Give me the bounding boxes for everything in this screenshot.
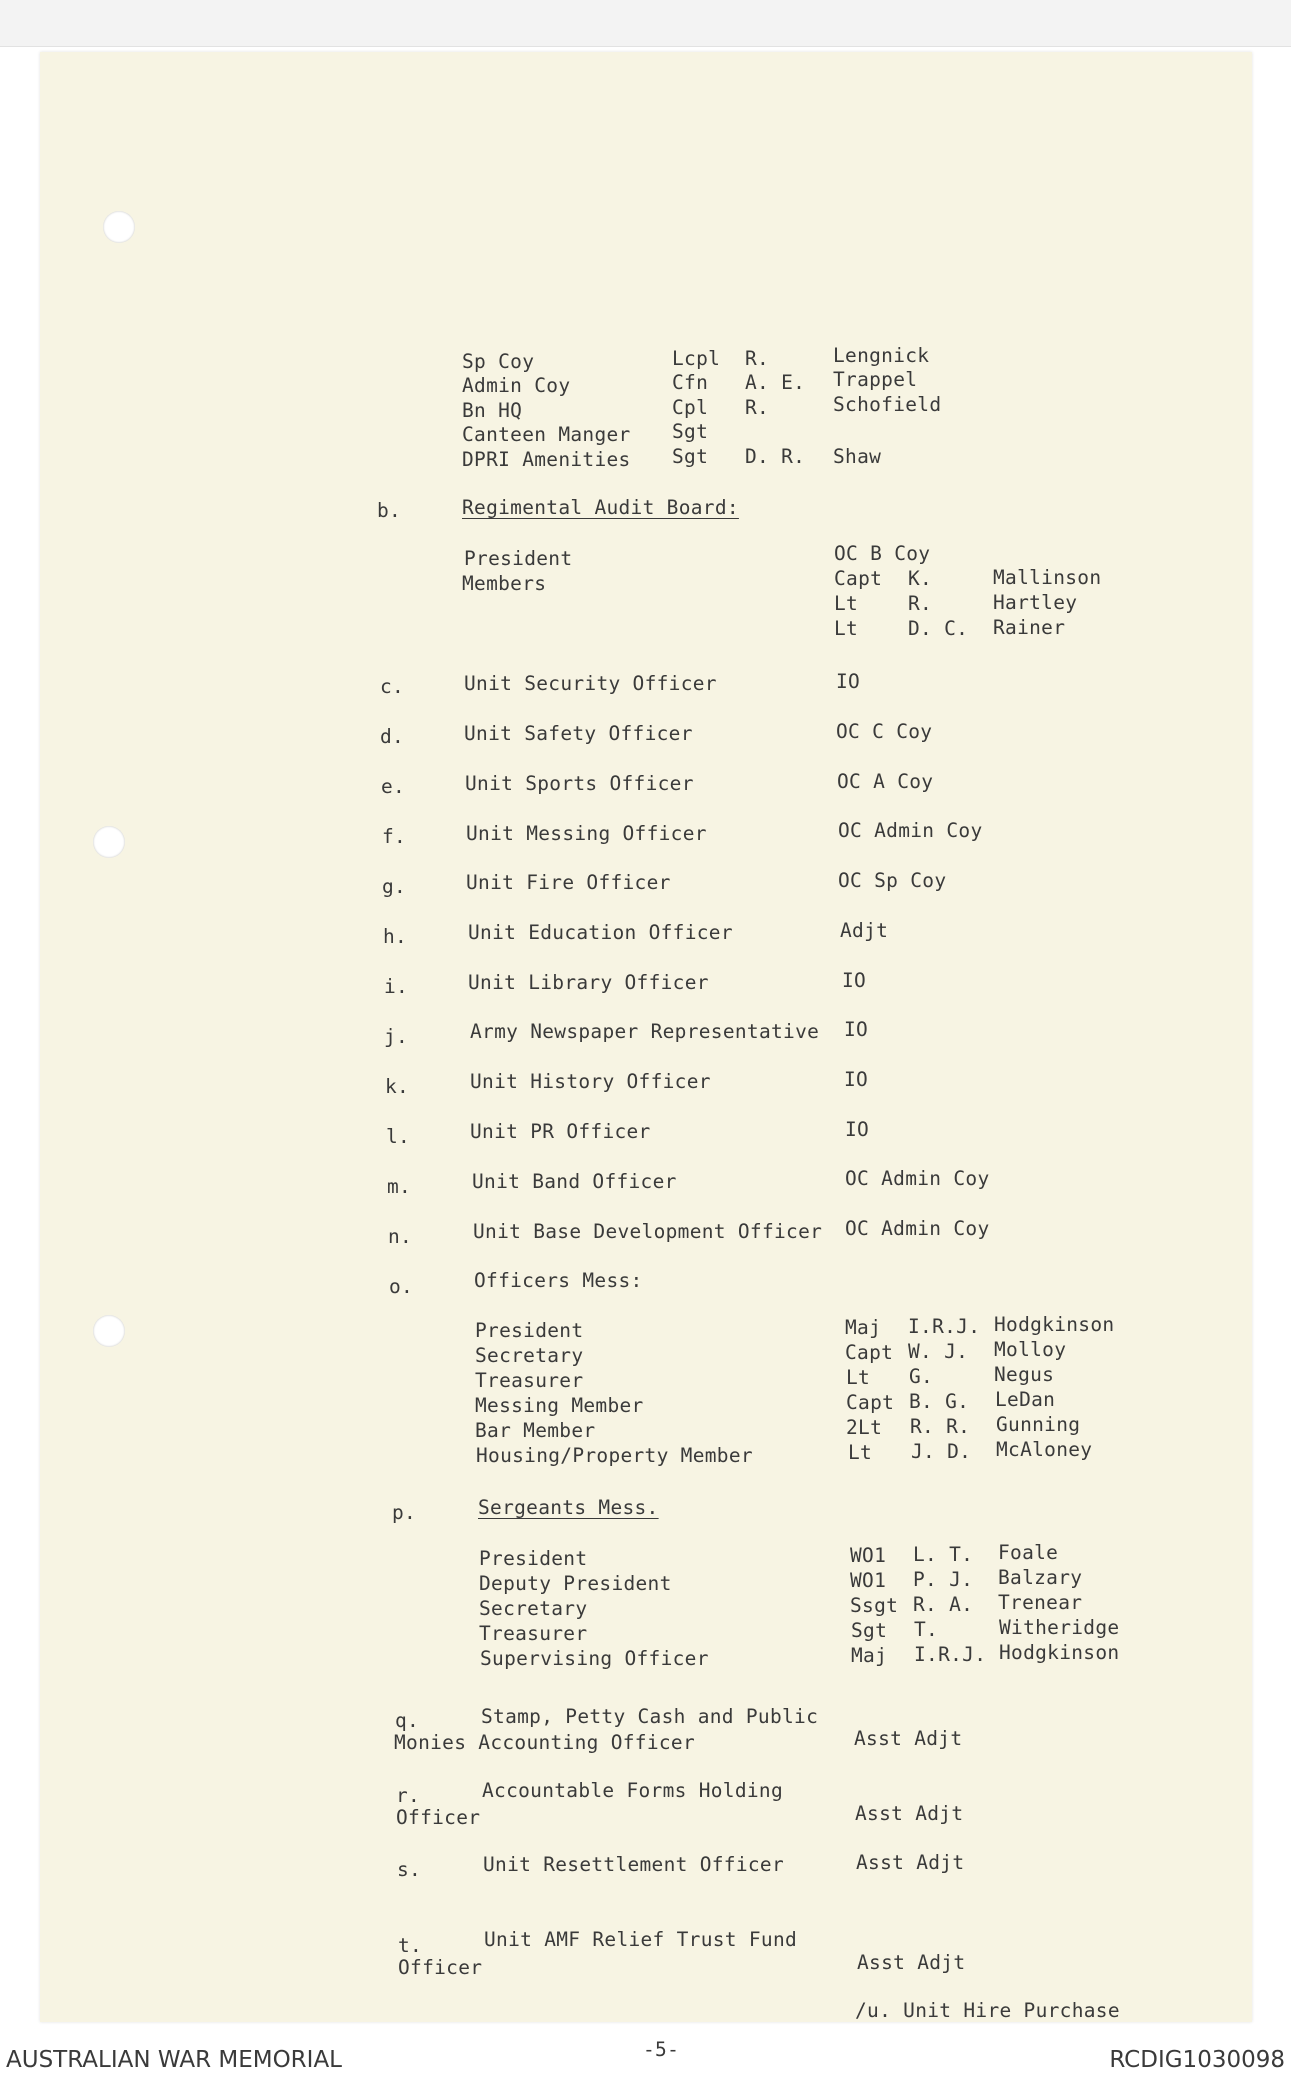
initials: R. R. — [910, 1415, 971, 1438]
initials: L. T. — [913, 1543, 974, 1566]
role: Housing/Property Member — [476, 1444, 753, 1467]
appointment-title: Unit AMF Relief Trust Fund — [484, 1928, 798, 1951]
rank: Lt — [834, 592, 859, 615]
appointment-holder: IO — [845, 1118, 870, 1141]
item-letter: l. — [386, 1125, 411, 1148]
continuation-note: /u. Unit Hire Purchase — [855, 1999, 1120, 2022]
rank: WO1 — [850, 1569, 887, 1592]
initials: R. A. — [913, 1593, 974, 1616]
initials: P. J. — [913, 1568, 974, 1591]
rank: Maj — [845, 1316, 882, 1339]
item-letter: o. — [389, 1275, 414, 1298]
rank: 2Lt — [846, 1416, 883, 1439]
role: Deputy President — [479, 1572, 672, 1595]
rank: Ssgt — [850, 1594, 899, 1617]
item-letter: n. — [388, 1225, 413, 1248]
item-letter: t. — [398, 1934, 423, 1957]
appointment-holder: Asst Adjt — [855, 1802, 964, 1825]
rank: Capt — [845, 1341, 894, 1364]
appointment-title: Stamp, Petty Cash and Public — [481, 1705, 819, 1728]
item-letter: g. — [382, 875, 407, 898]
appointment-title: Unit Library Officer — [468, 971, 709, 994]
initials: R. — [745, 396, 770, 419]
surname: Negus — [994, 1363, 1055, 1386]
appointment-title: Unit Resettlement Officer — [483, 1853, 784, 1876]
surname: Hartley — [993, 591, 1078, 614]
rank: Sgt — [672, 445, 709, 468]
initials: T. — [914, 1618, 939, 1641]
appointment-holder: IO — [844, 1018, 869, 1041]
surname: LeDan — [995, 1388, 1056, 1411]
appointment-title: Accountable Forms Holding — [482, 1779, 783, 1802]
appointment-holder: IO — [844, 1068, 869, 1091]
role: Bar Member — [475, 1419, 596, 1442]
section-heading: Regimental Audit Board: — [462, 496, 739, 519]
appointment-title-cont: Officer — [398, 1956, 483, 1979]
role: Supervising Officer — [480, 1647, 709, 1670]
punch-hole — [93, 1315, 125, 1347]
surname: Trappel — [833, 368, 918, 391]
appointment-title: Unit Sports Officer — [465, 772, 694, 795]
appointment-holder: IO — [836, 670, 861, 693]
surname: Hodgkinson — [994, 1313, 1115, 1336]
appointment-holder: OC A Coy — [837, 770, 934, 793]
archive-label: AUSTRALIAN WAR MEMORIAL — [6, 2047, 342, 2073]
appointment-holder: OC Sp Coy — [838, 869, 947, 892]
appointment-title: Unit Safety Officer — [464, 722, 693, 745]
rank: Sgt — [851, 1619, 888, 1642]
surname: Witheridge — [999, 1616, 1120, 1639]
initials: J. D. — [911, 1440, 972, 1463]
initials: A. E. — [745, 371, 806, 394]
item-letter: k. — [385, 1075, 410, 1098]
appointment-title: Unit Base Development Officer — [473, 1220, 823, 1243]
initials: B. G. — [909, 1390, 970, 1413]
appointment-holder: OC C Coy — [836, 720, 933, 743]
surname: Hodgkinson — [999, 1641, 1120, 1664]
appointment-holder: IO — [842, 969, 867, 992]
appointment-holder: OC Admin Coy — [838, 819, 983, 842]
surname: Foale — [998, 1541, 1059, 1564]
initials: I.R.J. — [908, 1315, 981, 1338]
item-letter: r. — [396, 1784, 421, 1807]
surname: Schofield — [833, 393, 942, 416]
rank: Lcpl — [672, 347, 721, 370]
appointment-holder: Asst Adjt — [857, 1951, 966, 1974]
appointment-holder: Adjt — [840, 919, 889, 942]
item-letter: e. — [381, 775, 406, 798]
appointment-title: Unit Messing Officer — [466, 822, 707, 845]
item-letter: i. — [384, 975, 409, 998]
appointment-title: Unit Security Officer — [464, 672, 717, 695]
document-page — [40, 52, 1252, 2061]
rank: Lt — [846, 1366, 871, 1389]
viewer-top-bar — [0, 0, 1291, 47]
rank: Cfn — [672, 371, 709, 394]
rank: Lt — [834, 617, 859, 640]
appointment-title: Unit Band Officer — [472, 1170, 677, 1193]
item-letter: f. — [382, 825, 407, 848]
appointment-holder: OC Admin Coy — [845, 1217, 990, 1240]
surname: Rainer — [993, 616, 1066, 639]
appointment-title: Army Newspaper Representative — [470, 1020, 820, 1043]
item-letter: c. — [380, 675, 405, 698]
surname: Balzary — [998, 1566, 1083, 1589]
role: President — [475, 1319, 584, 1342]
appointment-holder: Asst Adjt — [854, 1727, 963, 1750]
item-letter: q. — [395, 1709, 420, 1732]
punch-hole — [93, 826, 125, 858]
appointment-title-cont: Monies Accounting Officer — [394, 1731, 695, 1754]
initials: I.R.J. — [914, 1643, 987, 1666]
role: Secretary — [479, 1597, 588, 1620]
appointment-holder: Asst Adjt — [856, 1851, 965, 1874]
initials: W. J. — [908, 1340, 969, 1363]
initials: R. — [745, 347, 770, 370]
initials: K. — [908, 567, 933, 590]
surname: Gunning — [996, 1413, 1081, 1436]
appointment-title-cont: Officer — [396, 1806, 481, 1829]
rank: Maj — [851, 1644, 888, 1667]
item-letter: s. — [397, 1858, 422, 1881]
rank: Capt — [834, 567, 883, 590]
role: President — [479, 1547, 588, 1570]
section-heading: Sergeants Mess. — [478, 1496, 659, 1519]
rank: Sgt — [672, 420, 709, 443]
item-letter: d. — [380, 725, 405, 748]
initials: D. C. — [908, 617, 969, 640]
page-number: -5- — [643, 2038, 680, 2061]
surname: Trenear — [998, 1591, 1083, 1614]
surname: Lengnick — [833, 344, 930, 367]
item-letter: b. — [377, 499, 402, 522]
appointment-title: Unit Education Officer — [468, 921, 733, 944]
item-letter: h. — [383, 925, 408, 948]
role: Treasurer — [475, 1369, 584, 1392]
rank: Cpl — [672, 396, 709, 419]
archive-id: RCDIG1030098 — [1109, 2047, 1285, 2073]
initials: D. R. — [745, 445, 806, 468]
role: Members — [462, 572, 547, 595]
initials: R. — [908, 592, 933, 615]
surname: Molloy — [994, 1338, 1067, 1361]
item-letter: p. — [392, 1501, 417, 1524]
unit: Canteen Manger — [462, 423, 631, 446]
surname: Mallinson — [993, 566, 1102, 589]
surname: Shaw — [833, 445, 882, 468]
item-letter: m. — [387, 1175, 412, 1198]
appointment-title: Unit PR Officer — [470, 1120, 651, 1143]
rank: Lt — [848, 1441, 873, 1464]
initials: G. — [909, 1365, 934, 1388]
surname: McAloney — [996, 1438, 1093, 1461]
rank: WO1 — [850, 1544, 887, 1567]
role: Messing Member — [475, 1394, 644, 1417]
unit: Sp Coy — [462, 350, 535, 373]
rank: Capt — [846, 1391, 895, 1414]
appointment-title: Unit History Officer — [470, 1070, 711, 1093]
appointment-title: Unit Fire Officer — [466, 871, 671, 894]
punch-hole — [103, 211, 135, 243]
unit: Bn HQ — [462, 399, 523, 422]
role: President — [464, 547, 573, 570]
unit: Admin Coy — [462, 374, 571, 397]
item-letter: j. — [384, 1025, 409, 1048]
unit: DPRI Amenities — [462, 448, 631, 471]
role: Treasurer — [479, 1622, 588, 1645]
rank: OC B Coy — [834, 542, 931, 565]
role: Secretary — [475, 1344, 584, 1367]
section-heading: Officers Mess: — [474, 1269, 643, 1292]
appointment-holder: OC Admin Coy — [845, 1167, 990, 1190]
